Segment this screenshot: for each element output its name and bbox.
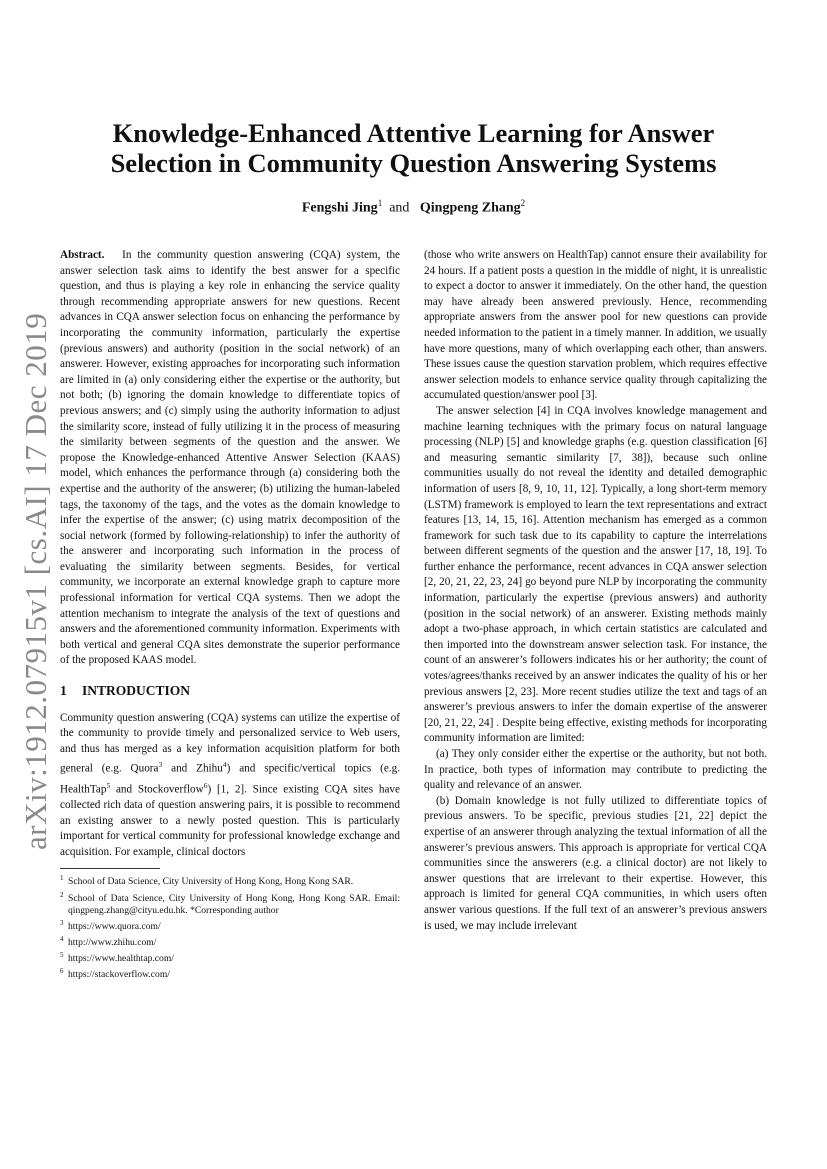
section-title: INTRODUCTION (82, 683, 191, 699)
intro-paragraph-1-continued: (those who write answers on HealthTap) cannot ensure their availability for 24 hours. If a patient posts a question in the middle of night, it is unrealistic to expect a doctor to answer it immediately. On the other hand, the question may have already been answered previously. Hence, recommending appropriate answers from the answer pool for new questions can provide needed information to the patient in a timely manner. In addition, we usually have more questions, many of which overlapping each other, than answers. These issues cause the question starvation problem, which requires effective answer selection models to enhance service quality through capitalizing the accumulated question/answer pool [3]. (424, 249, 767, 402)
abstract-label: Abstract. (60, 249, 105, 261)
author-1-affiliation-mark: 1 (377, 198, 383, 208)
footnote-ref-5: 5 (106, 780, 111, 790)
paper-title-line-2: Selection in Community Question Answering Systems (110, 148, 717, 178)
intro-paragraph-2: The answer selection [4] in CQA involves knowledge management and machine learning techniques with the primary focus on natural language processing (NLP) [5] and knowledge graphs (e.g. question classification [6] and measuring semantic similarity [7, 38]), because such online communities usually do not reveal the identity and detailed demographic information of users [8, 9, 10, 11, 12]. Typically, a long short-term memory (LSTM) framework is employed to learn the text representations and extract features [13, 14, 15, 16]. Attention mechanism has emerged as a common framework for such task due to its capability to capture the interrelations between different segments of the question and the answer [17, 18, 19]. To further enhance the performance, recent advances in CQA answer selection [2, 20, 21, 22, 23, 24] go beyond pure NLP by incorporating the community information, particularly the expertise (previous answers) and authority (position in the social network) of an answerer. Existing methods mainly adopt a two-phase approach, in which certain statistics are calculated and then imported into the downstream answer selection task. For instance, the count of an answerer’s followers indicates his or her authority; the count of votes/agrees/thanks received by an answer indicates the quality of his or her previous answers [2, 23]. More recent studies utilize the text and tags of an answerer’s previous answers to infer the domain expertise of the answerer [20, 21, 22, 24] . Despite being effective, existing methods for incorporating community information are limited: (424, 404, 767, 745)
footnote (60, 872, 400, 888)
footnote-mark: 5 (60, 951, 64, 960)
author-1-name: Fengshi Jing (301, 200, 378, 216)
left-column (60, 248, 400, 982)
intro-text-segment: Community question answering (CQA) systems can utilize the expertise of the community to provide timely and personalized service to Web users, and thus has merged as a key information acquisition platform for both general (e.g. Quora (60, 711, 400, 776)
footnote (60, 917, 400, 933)
section-heading-introduction (60, 683, 400, 699)
intro-text-segment: ) [1, 2]. Since existing CQA sites have collected rich data of question answering pairs, it is possible to recommend an existing answer to a newly posted question. This is particularly important for vertical community for professional knowledge exchange and acquisition. For example, clinical doctors (60, 783, 400, 858)
abstract-text: In the community question answering (CQA) system, the answer selection task aims to identify the best answer for a specific question, and thus is playing a key role in enhancing the service quality through recommending appropriate answers for new questions. Recent advances in CQA answer selection focus on enhancing the performance by incorporating the community information, particularly the expertise (previous answers) and authority (position in the social network) of an answerer. However, existing approaches for incorporating such information are limited in (a) only considering either the expertise or the authority, but not both; (b) ignoring the domain knowledge to differentiate topics of previous answers; and (c) simply using the authority information to adjust the similarity score, instead of fully utilizing it in the process of measuring the similarity between segments of the question and the answer. We propose the Knowledge-enhanced Attentive Answer Selection (KAAS) model, which enhances the performance through (a) considering both the expertise and the authority of the answerer; (b) utilizing the human-labeled tags, the taxonomy of the tags, and the votes as the domain knowledge to infer the expertise of the answer; (c) using matrix decomposition of the social network (formed by following-relationship) to infer the authority of the answerer and incorporating such information in the process of evaluating the similarity between segments. Besides, for vertical community, we incorporate an external knowledge graph to capture more professional information for vertical CQA systems. Then we adopt the attention mechanism to integrate the analysis of the text of questions and answers and the aforementioned community information. Experiments with both vertical and general CQA sites demonstrate the superior performance of the proposed KAAS model. (60, 249, 400, 667)
footnote-mark: 4 (60, 935, 64, 943)
footnote-divider (60, 868, 160, 869)
footnote (60, 965, 400, 981)
footnote-text: School of Data Science, City University of Hong Kong, Hong Kong SAR. Email: qingpeng.zhang@cityu.edu.hk. *Corresponding author (68, 892, 400, 916)
footnote-ref-4: 4 (222, 760, 227, 770)
intro-text-segment: ) and specific/vertical topics (e.g. HealthTap (60, 763, 400, 796)
footnote-mark: 6 (60, 967, 64, 976)
footnote (60, 949, 400, 965)
intro-text-segment: and Stockoverflow (110, 783, 204, 796)
footnote-mark: 2 (60, 890, 64, 899)
footnote-ref-3: 3 (158, 760, 163, 770)
intro-text-segment: and Zhihu (162, 763, 223, 776)
footnote-link[interactable]: https://www.quora.com/ (68, 921, 161, 932)
footnote (60, 933, 400, 949)
author-2-name: Qingpeng Zhang (419, 200, 521, 216)
section-number: 1 (60, 683, 67, 699)
right-column (424, 248, 767, 934)
paper-title (60, 118, 767, 178)
footnote-link[interactable]: https://stackoverflow.com/ (68, 969, 170, 981)
intro-paragraph-1 (60, 711, 400, 861)
paper-title-line-1: Knowledge-Enhanced Attentive Learning for Answer (112, 118, 715, 148)
author-conjunction: and (389, 200, 410, 216)
footnote-link[interactable]: http://www.zhihu.com/ (68, 937, 157, 949)
arxiv-identifier-stamp: arXiv:1912.07915v1 [cs.AI] 17 Dec 2019 (18, 312, 53, 850)
abstract (60, 248, 400, 669)
intro-paragraph-limitation-b: (b) Domain knowledge is not fully utilized to differentiate topics of previous answers. To be specific, previous studies [21, 22] depict the expertise of an answerer through analyzing the textual information of all the answerer’s previous answers. This approach is appropriate for vertical CQA communities since the answerers (e.g. a clinical doctor) are not likely to answer questions that are irrelevant to their expertise. However, this approach is limited for general CQA communities, in which users often answer various questions. If the full text of an answerer’s previous answers is used, we may include irrelevant (424, 794, 767, 932)
footnote-text: School of Data Science, City University of Hong Kong, Hong Kong SAR. (68, 876, 354, 888)
footnote-ref-6: 6 (203, 780, 208, 790)
footnote-mark: 1 (60, 874, 64, 883)
footnote (60, 889, 400, 917)
author-list (60, 198, 767, 217)
author-2-affiliation-mark: 2 (520, 198, 526, 208)
footnote-link[interactable]: https://www.healthtap.com/ (68, 953, 174, 965)
footnotes (60, 872, 400, 981)
intro-paragraph-limitation-a: (a) They only consider either the expertise or the authority, but not both. In practice, both types of information may contribute to predicting the quality and relevance of an answer. (424, 748, 767, 792)
footnote-mark: 3 (60, 918, 64, 927)
